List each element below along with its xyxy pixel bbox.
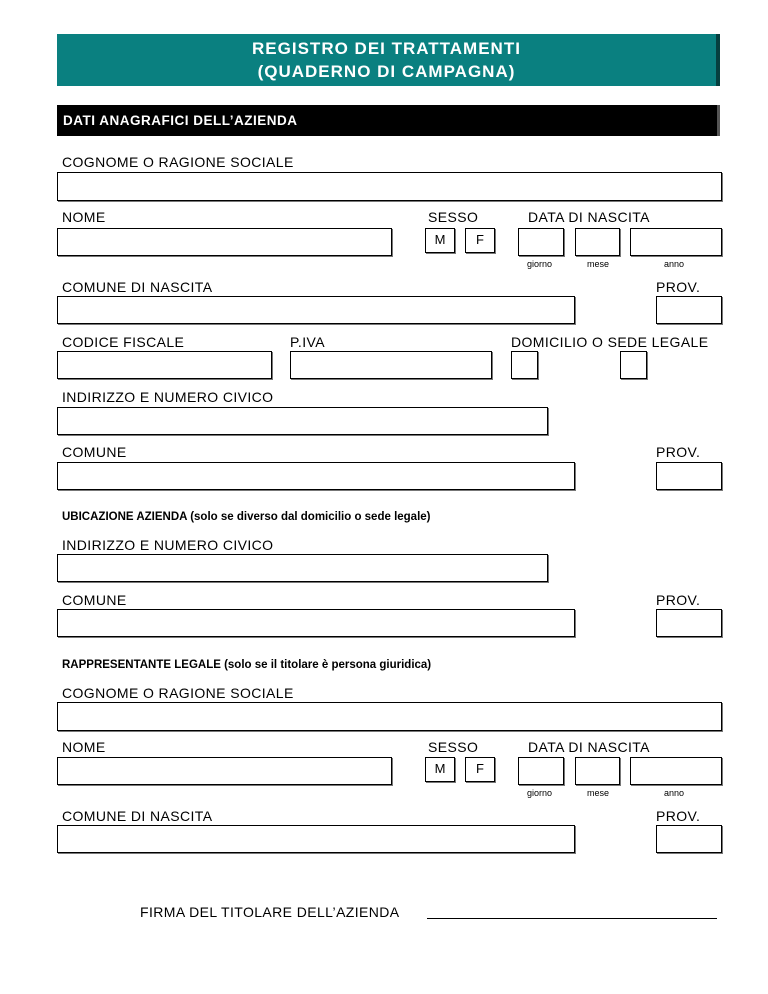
ubicazione-comune-field[interactable] <box>57 609 575 637</box>
ubicazione-note: (solo se diverso dal domicilio o sede legale) <box>187 511 431 523</box>
anno-field[interactable] <box>630 228 722 256</box>
firma-line[interactable] <box>427 903 717 919</box>
indirizzo-field[interactable] <box>57 407 548 435</box>
rapp-mese-label: mese <box>587 788 610 798</box>
rapp-comune-nascita-label: COMUNE DI NASCITA <box>62 808 213 824</box>
rapp-nome-field[interactable] <box>57 757 392 785</box>
ubicazione-prov-field[interactable] <box>656 609 722 637</box>
ubicazione-prov-label: PROV. <box>656 592 701 608</box>
indirizzo-label: INDIRIZZO E NUMERO CIVICO <box>62 389 274 405</box>
rapp-cognome-field[interactable] <box>57 702 722 731</box>
piva-field[interactable] <box>290 351 492 379</box>
nome-label: NOME <box>62 209 106 225</box>
data-nascita-label: DATA DI NASCITA <box>528 209 650 225</box>
domicilio-checkbox[interactable] <box>511 351 538 379</box>
rappresentante-note: (solo se il titolare è persona giuridica) <box>220 659 432 671</box>
domicilio-label: DOMICILIO O SEDE LEGALE <box>511 334 709 350</box>
ubicazione-indirizzo-field[interactable] <box>57 554 548 582</box>
sede-legale-checkbox[interactable] <box>620 351 647 379</box>
prov-nascita-field[interactable] <box>656 296 722 324</box>
form-title: REGISTRO DEI TRATTAMENTI <box>252 39 521 58</box>
rapp-mese-field[interactable] <box>575 757 620 785</box>
comune-field[interactable] <box>57 462 575 490</box>
comune-nascita-field[interactable] <box>57 296 575 324</box>
firma-label: FIRMA DEL TITOLARE DELL’AZIENDA <box>140 904 400 920</box>
ubicazione-indirizzo-label: INDIRIZZO E NUMERO CIVICO <box>62 537 274 553</box>
ubicazione-title: UBICAZIONE AZIENDA <box>62 511 188 523</box>
form-subtitle: (QUADERNO DI CAMPAGNA) <box>257 62 516 81</box>
anno-label: anno <box>664 259 685 269</box>
mese-field[interactable] <box>575 228 620 256</box>
rapp-anno-label: anno <box>664 788 685 798</box>
prov-label: PROV. <box>656 444 701 460</box>
ubicazione-comune-label: COMUNE <box>62 592 127 608</box>
ubicazione-heading <box>62 511 431 523</box>
rapp-prov-label: PROV. <box>656 808 701 824</box>
comune-label: COMUNE <box>62 444 127 460</box>
codice-fiscale-field[interactable] <box>57 351 272 379</box>
sesso-m-checkbox[interactable]: M <box>425 228 455 253</box>
mese-label: mese <box>587 259 610 269</box>
rapp-nome-label: NOME <box>62 739 106 755</box>
codice-fiscale-label: CODICE FISCALE <box>62 334 185 350</box>
rapp-prov-field[interactable] <box>656 825 722 853</box>
rapp-giorno-field[interactable] <box>518 757 564 785</box>
rapp-giorno-label: giorno <box>527 788 553 798</box>
form-title-banner <box>57 34 720 86</box>
cognome-label: COGNOME O RAGIONE SOCIALE <box>62 154 294 170</box>
rapp-sesso-f-checkbox[interactable]: F <box>465 757 495 782</box>
piva-label: P.IVA <box>290 334 325 350</box>
rapp-cognome-label: COGNOME O RAGIONE SOCIALE <box>62 685 294 701</box>
prov-field[interactable] <box>656 462 722 490</box>
sesso-f-checkbox[interactable]: F <box>465 228 495 253</box>
rapp-sesso-label: SESSO <box>428 739 479 755</box>
rapp-comune-nascita-field[interactable] <box>57 825 575 853</box>
prov-nascita-label: PROV. <box>656 279 701 295</box>
rapp-anno-field[interactable] <box>630 757 722 785</box>
rapp-data-nascita-label: DATA DI NASCITA <box>528 739 650 755</box>
section-header-azienda: DATI ANAGRAFICI DELL’AZIENDA <box>57 105 720 136</box>
comune-nascita-label: COMUNE DI NASCITA <box>62 279 213 295</box>
cognome-field[interactable] <box>57 172 722 201</box>
rapp-sesso-m-checkbox[interactable]: M <box>425 757 455 782</box>
sesso-label: SESSO <box>428 209 479 225</box>
giorno-label: giorno <box>527 259 553 269</box>
rappresentante-title: RAPPRESENTANTE LEGALE <box>62 659 221 671</box>
giorno-field[interactable] <box>518 228 564 256</box>
rappresentante-heading <box>62 659 431 671</box>
nome-field[interactable] <box>57 228 392 256</box>
